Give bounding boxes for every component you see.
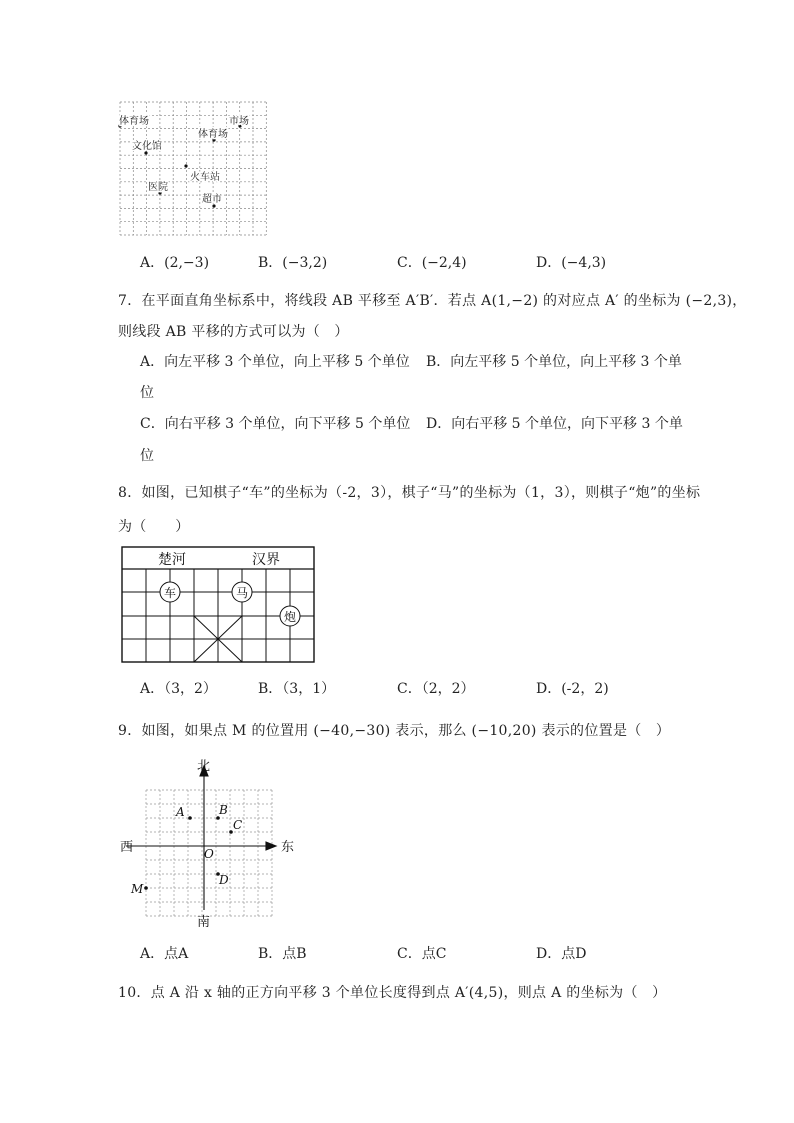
q9-point-d-label: D	[219, 873, 229, 887]
q6-label-market: 市场	[229, 116, 249, 127]
q8-piece-che	[160, 582, 180, 602]
q7-option-c[interactable]: C．向右平移 3 个单位，向下平移 5 个单位	[140, 416, 411, 432]
q6-map-figure	[118, 100, 270, 236]
q8-piece-pao-label: 炮	[283, 610, 297, 624]
q6-label-stadium-right: 体育场	[198, 129, 228, 140]
q9-option-c[interactable]: C．点C	[397, 946, 447, 962]
q8-option-b[interactable]: B．（3，1）	[258, 681, 336, 697]
q8-river-right: 汉界	[252, 552, 280, 568]
q9-axes	[126, 766, 276, 910]
q8-stem-line2: 为（ ）	[118, 519, 190, 535]
q6-option-a[interactable]: A．(2,−3)	[140, 255, 210, 271]
q8-chess-board	[120, 546, 316, 664]
q7-option-b[interactable]: B．向左平移 5 个单位，向上平移 3 个单	[426, 354, 682, 370]
q6-label-hospital: 医院	[148, 182, 168, 193]
q8-option-d[interactable]: D．(-2，2)	[536, 681, 609, 697]
q8-piece-pao	[280, 606, 300, 626]
q9-stem-line1: 9．如图，如果点 M 的位置用 (−40,−30) 表示，那么 (−10,20) 表示的位置是（ ）	[118, 723, 671, 739]
q9-point-a	[188, 816, 192, 820]
q6-option-d[interactable]: D．(−4,3)	[536, 255, 607, 271]
q7-option-b-wrap: 位	[140, 385, 154, 401]
q6-point-train-station	[184, 164, 187, 167]
q10-stem-line1: 10．点 A 沿 x 轴的正方向平移 3 个单位长度得到点 A′(4,5)，则点 A 的坐标为（ ）	[118, 985, 667, 1001]
q7-stem-line1: 7．在平面直角坐标系中，将线段 AB 平移至 A′B′．若点 A(1,−2) 的对应点 A′ 的坐标为 (−2,3)，	[118, 293, 747, 309]
q9-point-b-label: B	[219, 803, 228, 817]
q9-option-b[interactable]: B．点B	[258, 946, 307, 962]
q8-board-lines	[122, 547, 314, 662]
q6-option-b[interactable]: B．(−3,2)	[258, 255, 328, 271]
q9-point-m-label: M	[131, 882, 144, 896]
q6-label-culture-hall: 文化馆	[132, 141, 162, 152]
q9-option-d[interactable]: D．点D	[536, 946, 587, 962]
q6-option-c[interactable]: C．(−2,4)	[397, 255, 467, 271]
q9-points	[130, 803, 242, 896]
q9-label-east: 东	[281, 840, 295, 855]
q9-compass-figure	[116, 754, 302, 932]
q8-piece-che-label: 车	[163, 586, 177, 600]
q7-option-a[interactable]: A．向左平移 3 个单位，向上平移 5 个单位	[140, 354, 410, 370]
q9-point-a-label: A	[176, 805, 185, 819]
q7-option-d[interactable]: D．向右平移 5 个单位，向下平移 3 个单	[426, 416, 683, 432]
q7-stem-line2: 则线段 AB 平移的方式可以为（ ）	[118, 324, 349, 340]
q6-label-stadium-left: 体育场	[119, 116, 149, 127]
q7-option-d-wrap: 位	[140, 448, 154, 464]
q9-point-c-label: C	[233, 818, 243, 832]
q8-stem-line1: 8．如图，已知棋子“车”的坐标为（-2，3），棋子“马”的坐标为（1，3），则棋子“炮”的坐标	[118, 485, 701, 501]
q8-option-a[interactable]: A．（3，2）	[140, 681, 217, 697]
q8-option-c[interactable]: C．（2，2）	[397, 681, 475, 697]
q9-label-origin: O	[204, 847, 214, 861]
q9-option-a[interactable]: A．点A	[140, 946, 189, 962]
q8-piece-ma	[232, 582, 252, 602]
q9-label-north: 北	[197, 759, 211, 774]
q6-label-supermarket: 超市	[202, 194, 222, 205]
q8-river-left: 楚河	[158, 552, 186, 568]
q9-label-west: 西	[120, 840, 134, 855]
q9-label-south: 南	[197, 915, 211, 930]
q6-label-train-station: 火车站	[190, 172, 220, 183]
q9-point-m	[144, 886, 148, 890]
q8-piece-ma-label: 马	[235, 586, 249, 600]
